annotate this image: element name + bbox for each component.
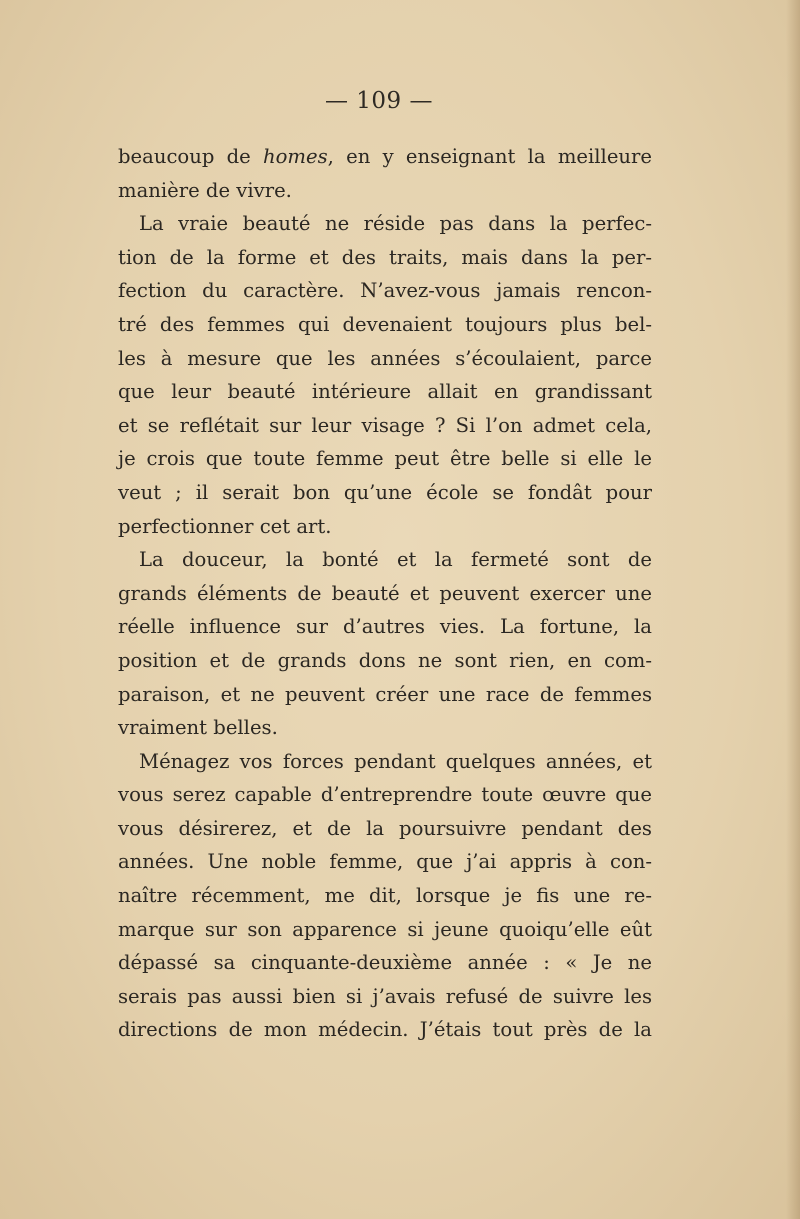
text-line: marque sur son apparence si jeune quoiqu’elle eût bbox=[118, 917, 652, 941]
text-line: veut ; il serait bon qu’une école se fondât pour bbox=[118, 480, 652, 504]
paragraph-start-line: Ménagez vos forces pendant quelques années, et bbox=[139, 749, 652, 773]
paragraph-start-line: La vraie beauté ne réside pas dans la perfec- bbox=[139, 212, 652, 236]
text-line: paraison, et ne peuvent créer une race de femmes bbox=[118, 682, 652, 706]
text-line: manière de vivre. bbox=[118, 178, 292, 202]
text-line: réelle influence sur d’autres vies. La fortune, la bbox=[118, 615, 652, 639]
line-start: beaucoup de bbox=[118, 145, 264, 168]
text-line: les à mesure que les années s’écoulaient, parce bbox=[118, 346, 652, 370]
text-line: fection du caractère. N’avez-vous jamais rencon- bbox=[118, 279, 652, 303]
text-line: que leur beauté intérieure allait en grandissant bbox=[118, 380, 652, 404]
text-line: tré des femmes qui devenaient toujours plus bel- bbox=[118, 312, 652, 336]
page-edge-shadow bbox=[786, 0, 800, 1219]
line-end: , en y enseignant la meilleure bbox=[327, 145, 652, 168]
text-line: dépassé sa cinquante-deuxième année : « Je ne bbox=[118, 951, 652, 975]
text-line: serais pas aussi bien si j’avais refusé de suivre les bbox=[118, 984, 652, 1008]
body-text bbox=[118, 140, 652, 1047]
italic-word: homes bbox=[263, 145, 328, 168]
text-line: années. Une noble femme, que j’ai appris à con- bbox=[118, 850, 652, 874]
text-line bbox=[118, 140, 652, 174]
text-line: vraiment belles. bbox=[118, 716, 278, 740]
text-line: naître récemment, me dit, lorsque je fis une re- bbox=[118, 884, 652, 908]
text-line: je crois que toute femme peut être belle si elle le bbox=[118, 447, 652, 471]
paragraph-start-line: La douceur, la bonté et la fermeté sont de bbox=[139, 548, 652, 572]
text-line: tion de la forme et des traits, mais dans la per- bbox=[118, 245, 652, 269]
text-line: vous serez capable d’entreprendre toute œuvre que bbox=[118, 783, 652, 807]
text-line: vous désirerez, et de la poursuivre pendant des bbox=[118, 816, 652, 840]
page-number: — 109 — bbox=[324, 88, 434, 114]
text-line: perfectionner cet art. bbox=[118, 514, 332, 538]
text-line: grands éléments de beauté et peuvent exercer une bbox=[118, 581, 652, 605]
text-line: directions de mon médecin. J’étais tout près de la bbox=[118, 1018, 652, 1042]
text-line: et se reflétait sur leur visage ? Si l’on admet cela, bbox=[118, 413, 652, 437]
text-line: position et de grands dons ne sont rien, en com- bbox=[118, 648, 652, 672]
